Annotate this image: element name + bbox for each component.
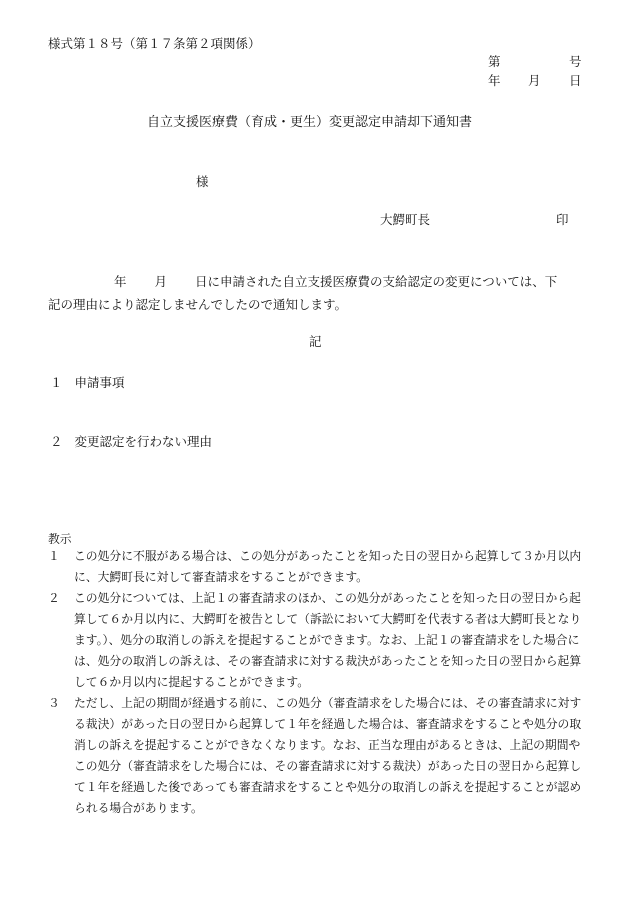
notice-item-text: この処分については、上記１の審査請求のほか、この処分があったことを知った日の翌日から起算して６か月以内に、大鰐町を被告として（訴訟において大鰐町を代表する者は大鰐町長となります。）、処分の取消しの訴えを提起することができます。なお、上記１の審査請求をした場合には、処分の取消しの訴えは、その審査請求に対する裁決があったことを知った日の翌日から起算して６か月以内に提起することができます。 <box>74 591 582 689</box>
section-label: 変更認定を行わない理由 <box>74 434 213 449</box>
date-year-label: 年 <box>488 73 501 88</box>
notice-item-number: １ <box>48 549 60 563</box>
date-day-label: 日 <box>569 73 582 88</box>
notice-item <box>48 588 588 693</box>
section-label: 申請事項 <box>74 375 125 390</box>
body-month-label: 月 <box>154 274 168 289</box>
body-paragraph <box>48 270 584 316</box>
notice-item <box>48 693 588 819</box>
ki-heading: 記 <box>309 334 322 349</box>
body-year-label: 年 <box>114 274 127 289</box>
notice-item-number: ２ <box>48 591 60 605</box>
body-line-1 <box>48 270 584 293</box>
document-number-prefix: 第 <box>488 54 501 69</box>
date-month-label: 月 <box>528 73 541 88</box>
section-reason <box>50 432 212 450</box>
notice-item-text: この処分に不服がある場合は、この処分があったことを知った日の翌日から起算して３か月以内に、大鰐町長に対して審査請求をすることができます。 <box>74 549 582 584</box>
notice-heading: 教示 <box>48 532 72 546</box>
notice-list <box>48 546 588 819</box>
document-number-suffix: 号 <box>569 54 582 69</box>
section-application-items <box>50 373 125 391</box>
notice-item-text: ただし、上記の期間が経過する前に、この処分（審査請求をした場合には、その審査請求に対する裁決）があった日の翌日から起算して１年を経過した場合は、審査請求をすることや処分の取消しの訴えを提起することができなくなります。なお、正当な理由があるときは、上記の期間やこの処分（審査請求をした場合には、その審査請求に対する裁決）があった日の翌日から起算して１年を経過した後であっても審査請求をすることや処分の取消しの訴えを提起することが認められる場合があります。 <box>74 696 582 815</box>
body-line-2: 記の理由により認定しませんでしたので通知します。 <box>48 297 348 312</box>
section-number: ２ <box>50 434 63 449</box>
document-title: 自立支援医療費（育成・更生）変更認定申請却下通知書 <box>147 115 473 130</box>
form-number: 様式第１８号（第１７条第２項関係） <box>48 36 261 51</box>
section-number: １ <box>50 375 63 390</box>
issuer-name: 大鰐町長 <box>380 212 431 227</box>
notice-item-number: ３ <box>48 696 60 710</box>
notice-item <box>48 546 588 588</box>
addressee-suffix: 様 <box>196 174 209 189</box>
seal-mark: 印 <box>556 212 569 227</box>
body-line-1-text: 日に申請された自立支援医療費の支給認定の変更については、下 <box>195 274 558 289</box>
